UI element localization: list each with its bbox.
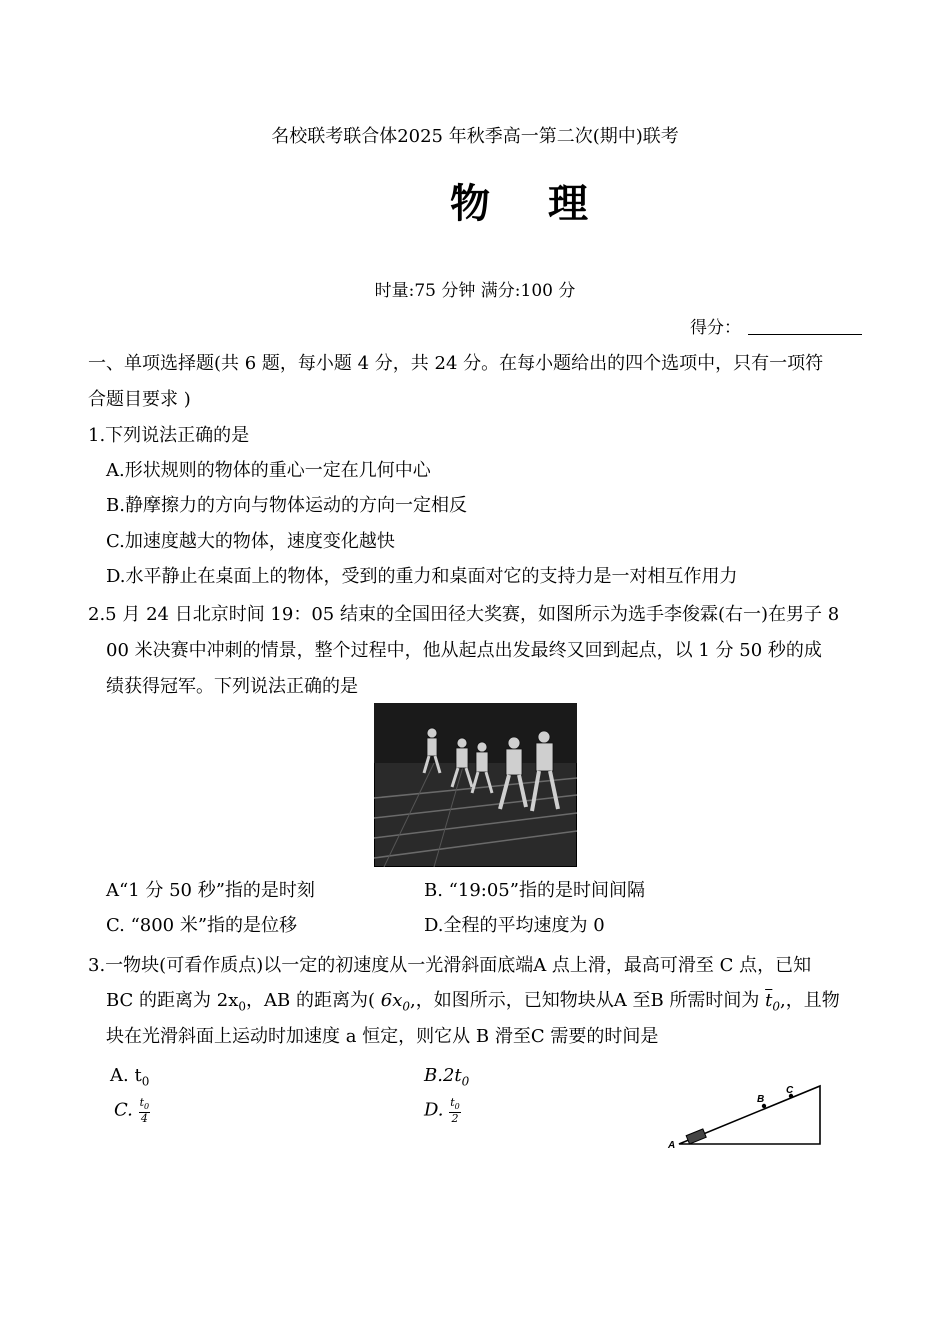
label-a: A [668,1140,676,1151]
q1-option-d: D.水平静止在桌面上的物体，受到的重力和桌面对它的支持力是一对相互作用力 [106,566,738,587]
q1-stem: 1.下列说法正确的是 [88,425,250,446]
q1-option-a: A.形状规则的物体的重心一定在几何中心 [106,460,431,481]
block-shape [686,1129,706,1144]
q2-option-a: A“1 分 50 秒”指的是时刻 [106,880,315,901]
section-heading-line1: 一、单项选择题(共 6 题，每小题 4 分，共 24 分。在每小题给出的四个选项中，只有一项符 [88,353,824,374]
q2-stem-line3: 绩获得冠军。下列说法正确的是 [106,676,358,697]
label-b: B [757,1094,765,1105]
q2-stem-line2: 00 米决赛中冲刺的情景，整个过程中，他从起点出发最终又回到起点，以 1 分 50 秒的成 [106,640,822,661]
score-blank-line[interactable] [748,334,862,335]
q2-stem-line1: 2.5 月 24 日北京时间 19：05 结束的全国田径大奖赛，如图所示为选手李俊霖(右一)在男子 8 [88,604,840,625]
q3-stem-line2: BC 的距离为 $2x_0$，AB 的距离为( $6x_0$,，如图所示，已知物块从A 至B 所需时间为 $\overline{t}_0$,，且物 [106,990,840,1014]
q3-option-b: $B.2t_0$ [424,1065,470,1089]
subject-title: 物 理 [450,181,610,227]
q3-option-a: A. $t_0$ [110,1065,150,1089]
q1-option-c: C.加速度越大的物体，速度变化越快 [106,531,395,552]
q3-option-c: C. $\frac{t_0}{4}$ [114,1096,150,1126]
section-heading-line2: 合题目要求 ) [88,389,191,410]
q2-option-c: C. “800 米”指的是位移 [106,915,298,936]
label-c: C [786,1085,794,1096]
q3-stem-line3: 块在光滑斜面上运动时加速度 a 恒定，则它从 B 滑至C 需要的时间是 [106,1026,659,1047]
q2-option-d: D.全程的平均速度为 0 [424,915,605,936]
incline-diagram [665,1080,830,1152]
score-label: 得分： [690,318,741,338]
q2-option-b: B. “19:05”指的是时间间隔 [424,880,645,901]
q1-option-b: B.静摩擦力的方向与物体运动的方向一定相反 [106,495,467,516]
q3-option-d: D. $\frac{t_0}{2}$ [424,1096,460,1126]
q3-stem-line1: 3.一物块(可看作质点)以一定的初速度从一光滑斜面底端A 点上滑，最高可滑至 C 点，已知 [88,955,812,976]
race-photo-image [374,703,577,867]
exam-header: 名校联考联合体2025 年秋季高一第二次(期中)联考 [271,126,679,147]
time-info: 时量:75 分钟 满分:100 分 [374,281,576,301]
